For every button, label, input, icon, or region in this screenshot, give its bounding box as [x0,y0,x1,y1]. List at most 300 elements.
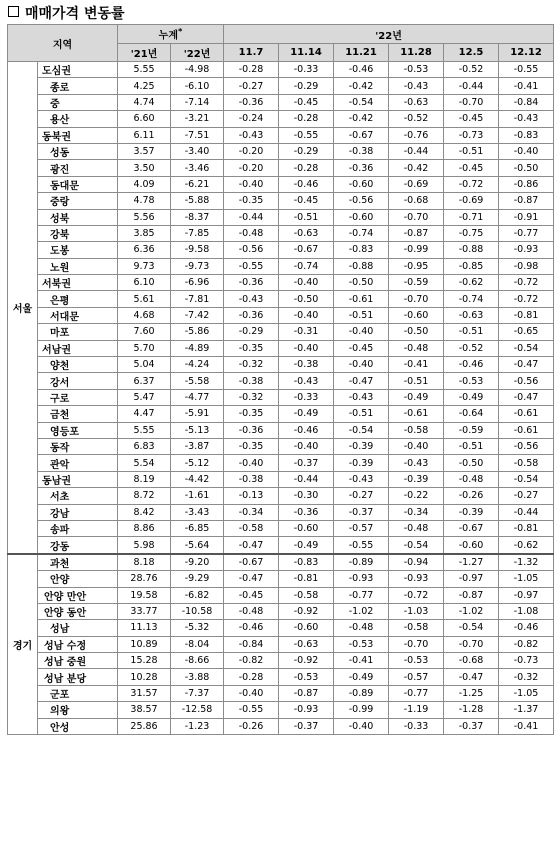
value-cell: 5.56 [118,209,171,225]
value-cell: -12.58 [171,702,224,718]
district-name: 군포 [38,685,118,701]
value-cell: -0.61 [499,422,554,438]
table-row [8,258,554,274]
value-cell: -0.33 [279,389,334,405]
table-row [8,324,554,340]
district-name: 서초 [38,488,118,504]
district-name: 성동 [38,143,118,159]
value-cell: -0.75 [444,225,499,241]
value-cell: -0.61 [334,291,389,307]
value-cell: -0.52 [444,340,499,356]
value-cell: -5.88 [171,193,224,209]
value-cell: -0.48 [389,340,444,356]
value-cell: -0.37 [444,718,499,734]
value-cell: -5.58 [171,373,224,389]
value-cell: -0.77 [499,225,554,241]
value-cell: -0.67 [444,520,499,536]
value-cell: -0.59 [389,275,444,291]
district-name: 강동 [38,537,118,554]
value-cell: -0.51 [389,373,444,389]
value-cell: -0.46 [279,422,334,438]
value-cell: -1.25 [444,685,499,701]
value-cell: -7.81 [171,291,224,307]
value-cell: -0.94 [389,554,444,571]
value-cell: -0.39 [389,471,444,487]
value-cell: -0.49 [389,389,444,405]
region-group-label: 경기 [8,554,38,735]
value-cell: -0.20 [224,143,279,159]
value-cell: -0.50 [279,291,334,307]
value-cell: -0.40 [389,438,444,454]
value-cell: -0.43 [499,111,554,127]
value-cell: -0.60 [334,209,389,225]
value-cell: -4.98 [171,62,224,78]
value-cell: -0.54 [389,537,444,554]
week-col-header: 11.7 [224,44,279,62]
value-cell: -0.45 [444,160,499,176]
value-cell: -3.87 [171,438,224,454]
value-cell: -0.38 [334,143,389,159]
value-cell: -0.40 [334,324,389,340]
value-cell: -0.58 [389,620,444,636]
value-cell: 11.13 [118,620,171,636]
value-cell: -0.81 [279,571,334,587]
value-cell: -0.40 [279,438,334,454]
value-cell: -0.55 [224,702,279,718]
page-title [8,3,125,23]
value-cell: -0.36 [224,275,279,291]
value-cell: -0.32 [224,389,279,405]
value-cell: 5.61 [118,291,171,307]
table-row [8,143,554,159]
value-cell: -0.67 [334,127,389,143]
value-cell: -0.73 [499,653,554,669]
value-cell: -0.81 [499,520,554,536]
value-cell: -0.40 [499,143,554,159]
table-row [8,340,554,356]
district-name: 송파 [38,520,118,536]
cumulative-label: 누계 [158,30,178,42]
value-cell: -0.98 [499,258,554,274]
value-cell: -0.53 [334,636,389,652]
value-cell: 5.55 [118,422,171,438]
value-cell: -0.99 [389,242,444,258]
value-cell: -0.59 [444,422,499,438]
value-cell: -0.24 [224,111,279,127]
value-cell: -0.60 [279,620,334,636]
district-name: 동북권 [38,127,118,143]
value-cell: -1.02 [334,603,389,619]
value-cell: -0.69 [444,193,499,209]
table-row [8,488,554,504]
value-cell: -0.68 [444,653,499,669]
value-cell: -0.71 [444,209,499,225]
district-name: 노원 [38,258,118,274]
value-cell: -0.57 [334,520,389,536]
value-cell: -0.51 [444,143,499,159]
value-cell: -0.45 [279,193,334,209]
value-cell: -0.85 [444,258,499,274]
value-cell: -0.43 [279,373,334,389]
value-cell: -5.91 [171,406,224,422]
value-cell: -1.02 [444,603,499,619]
value-cell: -0.70 [389,636,444,652]
value-cell: -6.85 [171,520,224,536]
value-cell: -0.44 [279,471,334,487]
value-cell: -0.30 [279,488,334,504]
table-row [8,702,554,718]
value-cell: 10.28 [118,669,171,685]
value-cell: -0.43 [224,291,279,307]
value-cell: -0.57 [389,669,444,685]
value-cell: -0.36 [334,160,389,176]
value-cell: -0.60 [334,176,389,192]
value-cell: -5.13 [171,422,224,438]
value-cell: -0.74 [444,291,499,307]
table-row [8,620,554,636]
value-cell: -0.72 [499,291,554,307]
value-cell: -0.49 [279,537,334,554]
table-row [8,209,554,225]
value-cell: -0.70 [389,291,444,307]
district-name: 의왕 [38,702,118,718]
district-name: 강남 [38,504,118,520]
value-cell: -0.72 [444,176,499,192]
table-row [8,62,554,78]
value-cell: -0.60 [389,307,444,323]
value-cell: -0.41 [334,653,389,669]
table-row [8,275,554,291]
value-cell: -1.08 [499,603,554,619]
value-cell: -0.72 [499,275,554,291]
value-cell: -0.55 [499,62,554,78]
value-cell: -0.38 [224,373,279,389]
value-cell: -0.28 [279,160,334,176]
value-cell: -6.82 [171,587,224,603]
value-cell: -5.64 [171,537,224,554]
table-row [8,176,554,192]
district-name: 구로 [38,389,118,405]
value-cell: -0.34 [389,504,444,520]
table-row [8,225,554,241]
value-cell: -0.61 [389,406,444,422]
value-cell: -0.39 [444,504,499,520]
value-cell: -0.53 [279,669,334,685]
value-cell: -4.77 [171,389,224,405]
value-cell: -0.41 [499,78,554,94]
value-cell: -0.52 [444,62,499,78]
value-cell: -0.84 [499,94,554,110]
value-cell: -0.55 [279,127,334,143]
value-cell: 28.76 [118,571,171,587]
value-cell: -0.89 [334,554,389,571]
value-cell: -0.51 [444,324,499,340]
table-row [8,504,554,520]
week-col-header: 11.14 [279,44,334,62]
value-cell: -0.74 [334,225,389,241]
value-cell: -1.03 [389,603,444,619]
value-cell: 8.72 [118,488,171,504]
value-cell: -0.87 [279,685,334,701]
value-cell: 8.18 [118,554,171,571]
value-cell: -0.46 [499,620,554,636]
value-cell: -0.42 [389,160,444,176]
week-col-header: 11.21 [334,44,389,62]
value-cell: 4.09 [118,176,171,192]
value-cell: -1.27 [444,554,499,571]
value-cell: -0.13 [224,488,279,504]
value-cell: 25.86 [118,718,171,734]
value-cell: -0.51 [444,438,499,454]
value-cell: -0.50 [334,275,389,291]
value-cell: -0.42 [334,78,389,94]
value-cell: -0.54 [499,471,554,487]
value-cell: -0.97 [499,587,554,603]
value-cell: -0.54 [444,620,499,636]
value-cell: -0.26 [444,488,499,504]
value-cell: -0.56 [499,373,554,389]
value-cell: -0.48 [224,225,279,241]
value-cell: -0.45 [224,587,279,603]
value-cell: -0.87 [499,193,554,209]
value-cell: -0.35 [224,438,279,454]
value-cell: -0.69 [389,176,444,192]
value-cell: -8.37 [171,209,224,225]
value-cell: -0.39 [334,438,389,454]
value-cell: -0.76 [389,127,444,143]
value-cell: -0.31 [279,324,334,340]
value-cell: -0.41 [389,357,444,373]
value-cell: -0.55 [334,537,389,554]
value-cell: -9.58 [171,242,224,258]
district-name: 양천 [38,357,118,373]
value-cell: -0.54 [499,340,554,356]
value-cell: -1.05 [499,685,554,701]
value-cell: 7.60 [118,324,171,340]
district-name: 안성 [38,718,118,734]
value-cell: -0.83 [499,127,554,143]
value-cell: -0.51 [334,307,389,323]
value-cell: -0.50 [499,160,554,176]
table-row [8,571,554,587]
value-cell: 6.11 [118,127,171,143]
value-cell: -0.33 [389,718,444,734]
value-cell: -0.40 [224,685,279,701]
value-cell: -0.67 [279,242,334,258]
district-name: 용산 [38,111,118,127]
district-name: 성남 분당 [38,669,118,685]
value-cell: 4.78 [118,193,171,209]
value-cell: -0.63 [279,225,334,241]
value-cell: -0.50 [444,455,499,471]
table-row [8,242,554,258]
value-cell: -7.85 [171,225,224,241]
value-cell: -0.48 [444,471,499,487]
table-row [8,587,554,603]
value-cell: -0.77 [389,685,444,701]
year-header: '22년 [224,25,554,44]
value-cell: -0.44 [499,504,554,520]
value-cell: -0.70 [389,209,444,225]
value-cell: -0.97 [444,571,499,587]
value-cell: 3.50 [118,160,171,176]
table-row [8,471,554,487]
district-name: 서북권 [38,275,118,291]
value-cell: -0.70 [444,636,499,652]
value-cell: -0.67 [224,554,279,571]
value-cell: -0.92 [279,603,334,619]
value-cell: -3.40 [171,143,224,159]
value-cell: -3.21 [171,111,224,127]
value-cell: -0.58 [389,422,444,438]
table-row [8,78,554,94]
checkbox-square-icon [8,6,19,17]
table-row [8,373,554,389]
value-cell: 4.74 [118,94,171,110]
value-cell: 4.25 [118,78,171,94]
value-cell: -0.73 [444,127,499,143]
value-cell: -0.84 [224,636,279,652]
value-cell: -0.53 [389,62,444,78]
value-cell: -3.88 [171,669,224,685]
district-name: 광진 [38,160,118,176]
value-cell: -6.10 [171,78,224,94]
cumulative-footnote-mark: * [178,26,183,37]
table-row [8,291,554,307]
value-cell: -0.46 [224,620,279,636]
value-cell: 5.55 [118,62,171,78]
value-cell: -0.43 [389,455,444,471]
value-cell: 6.37 [118,373,171,389]
value-cell: -0.70 [444,94,499,110]
table-row [8,537,554,554]
district-name: 과천 [38,554,118,571]
value-cell: -4.24 [171,357,224,373]
value-cell: -0.62 [444,275,499,291]
table-row [8,685,554,701]
table-row [8,422,554,438]
district-name: 안양 만안 [38,587,118,603]
value-cell: -8.04 [171,636,224,652]
district-name: 도심권 [38,62,118,78]
value-cell: -0.95 [389,258,444,274]
value-cell: -7.37 [171,685,224,701]
table-row [8,455,554,471]
value-cell: -0.44 [389,143,444,159]
value-cell: -0.63 [444,307,499,323]
district-name: 성남 수정 [38,636,118,652]
district-name: 동남권 [38,471,118,487]
value-cell: -0.22 [389,488,444,504]
value-cell: -0.50 [389,324,444,340]
value-cell: -0.91 [499,209,554,225]
table-row [8,160,554,176]
value-cell: -0.47 [224,537,279,554]
value-cell: -0.43 [224,127,279,143]
value-cell: -0.43 [389,78,444,94]
value-cell: -0.47 [334,373,389,389]
value-cell: -0.93 [499,242,554,258]
district-name: 강북 [38,225,118,241]
value-cell: 5.04 [118,357,171,373]
table-row [8,603,554,619]
table-row [8,127,554,143]
value-cell: -0.48 [224,603,279,619]
value-cell: -0.65 [499,324,554,340]
value-cell: -0.83 [334,242,389,258]
price-change-table [7,24,554,735]
value-cell: -0.47 [444,669,499,685]
value-cell: -4.89 [171,340,224,356]
value-cell: -0.63 [389,94,444,110]
value-cell: -0.49 [334,669,389,685]
district-name: 관악 [38,455,118,471]
value-cell: -0.36 [224,422,279,438]
value-cell: -0.29 [279,143,334,159]
value-cell: -0.40 [224,455,279,471]
region-header: 지역 [8,25,118,62]
value-cell: -7.51 [171,127,224,143]
value-cell: -0.88 [444,242,499,258]
district-name: 안양 동안 [38,603,118,619]
value-cell: 4.68 [118,307,171,323]
value-cell: -0.34 [224,504,279,520]
value-cell: -5.86 [171,324,224,340]
table-row [8,554,554,571]
value-cell: -0.26 [224,718,279,734]
value-cell: -0.46 [334,62,389,78]
value-cell: -0.64 [444,406,499,422]
value-cell: -0.40 [279,340,334,356]
value-cell: -0.40 [334,718,389,734]
value-cell: 10.89 [118,636,171,652]
value-cell: -0.54 [334,94,389,110]
district-name: 은평 [38,291,118,307]
value-cell: -0.56 [224,242,279,258]
value-cell: -0.89 [334,685,389,701]
table-row [8,389,554,405]
value-cell: -0.49 [279,406,334,422]
value-cell: -1.05 [499,571,554,587]
value-cell: -0.83 [279,554,334,571]
value-cell: -0.35 [224,406,279,422]
value-cell: -0.28 [279,111,334,127]
value-cell: -1.23 [171,718,224,734]
value-cell: 9.73 [118,258,171,274]
value-cell: -0.41 [499,718,554,734]
district-name: 중랑 [38,193,118,209]
district-name: 금천 [38,406,118,422]
value-cell: -0.45 [279,94,334,110]
value-cell: -0.72 [389,587,444,603]
district-name: 서남권 [38,340,118,356]
value-cell: -0.27 [499,488,554,504]
value-cell: 8.19 [118,471,171,487]
table-row [8,718,554,734]
value-cell: -0.92 [279,653,334,669]
value-cell: -0.93 [279,702,334,718]
value-cell: -0.45 [444,111,499,127]
value-cell: 15.28 [118,653,171,669]
table-row [8,636,554,652]
value-cell: -8.66 [171,653,224,669]
value-cell: -0.93 [334,571,389,587]
value-cell: -9.29 [171,571,224,587]
district-name: 중 [38,94,118,110]
value-cell: -0.27 [224,78,279,94]
value-cell: -0.46 [279,176,334,192]
district-name: 영등포 [38,422,118,438]
